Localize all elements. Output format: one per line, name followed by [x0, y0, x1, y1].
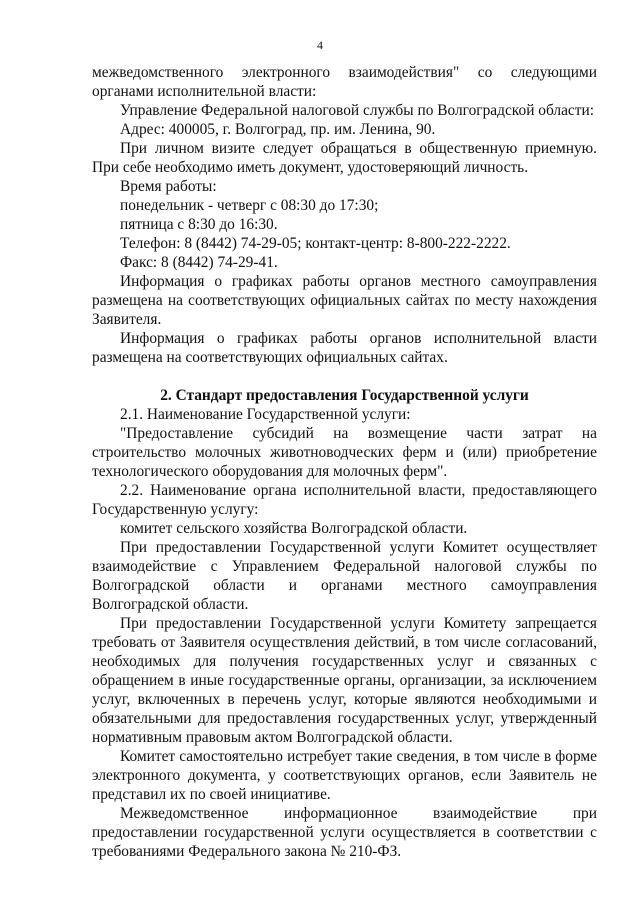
document-body — [92, 63, 597, 861]
paragraph: При личном визите следует обращаться в общественную приемную. При себе необходимо иметь документ, удостоверяющий личность. — [92, 140, 597, 176]
paragraph: При предоставлении Государственной услуги Комитету запрещается требовать от Заявителя осуществления действий, в том числе согласований, необходимых для получения государственных услуг и связанных с обращением в иные государственные органы, организации, за исключением услуг, включенных в перечень услуг, которые являются необходимыми и обязательными для предоставления государственных услуг, утвержденный нормативным правовым актом Волгоградской области. — [92, 615, 597, 746]
paragraph: Межведомственное информационное взаимодействие при предоставлении государственной услуги осуществляется в соответствии с требованиями Федерального закона № 210-ФЗ. — [92, 805, 597, 860]
paragraph: понедельник - четверг с 08:30 до 17:30; — [120, 197, 379, 214]
paragraph: комитет сельского хозяйства Волгоградской области. — [120, 520, 468, 537]
page-number: 4 — [317, 38, 323, 52]
paragraph: 2.2. Наименование органа исполнительной власти, предоставляющего Государственную услугу: — [92, 482, 597, 518]
paragraph: Адрес: 400005, г. Волгоград, пр. им. Ленина, 90. — [120, 121, 436, 138]
paragraph: 2.1. Наименование Государственной услуги: — [120, 406, 411, 423]
paragraph: Факс: 8 (8442) 74-29-41. — [120, 254, 278, 271]
paragraph: Телефон: 8 (8442) 74-29-05; контакт-центр: 8-800-222-2222. — [120, 235, 511, 252]
paragraph: "Предоставление субсидий на возмещение части затрат на строительство молочных животноводческих ферм и (или) приобретение технологического оборудования для молочных ферм". — [92, 425, 597, 480]
paragraph: Информация о графиках работы органов местного самоуправления размещена на соответствующих официальных сайтах по месту нахождения Заявителя. — [92, 273, 597, 328]
paragraph: межведомственного электронного взаимодействия" со следующими органами исполнительной власти: — [92, 64, 597, 100]
paragraph: При предоставлении Государственной услуги Комитет осуществляет взаимодействие с Управлением Федеральной налоговой службы по Волгоградской области и органами местного самоуправления Волгоградской области. — [92, 539, 597, 613]
paragraph: Время работы: — [120, 178, 217, 195]
paragraph: Комитет самостоятельно истребует такие сведения, в том числе в форме электронного документа, у соответствующих органов, если Заявитель не представил их по своей инициативе. — [92, 748, 597, 803]
paragraph: пятница с 8:30 до 16:30. — [120, 216, 278, 233]
paragraph: Управление Федеральной налоговой службы по Волгоградской области: — [120, 102, 594, 119]
paragraph: Информация о графиках работы органов исполнительной власти размещена на соответствующих официальных сайтах. — [92, 330, 597, 366]
section-heading: 2. Стандарт предоставления Государственной услуги — [160, 387, 529, 404]
